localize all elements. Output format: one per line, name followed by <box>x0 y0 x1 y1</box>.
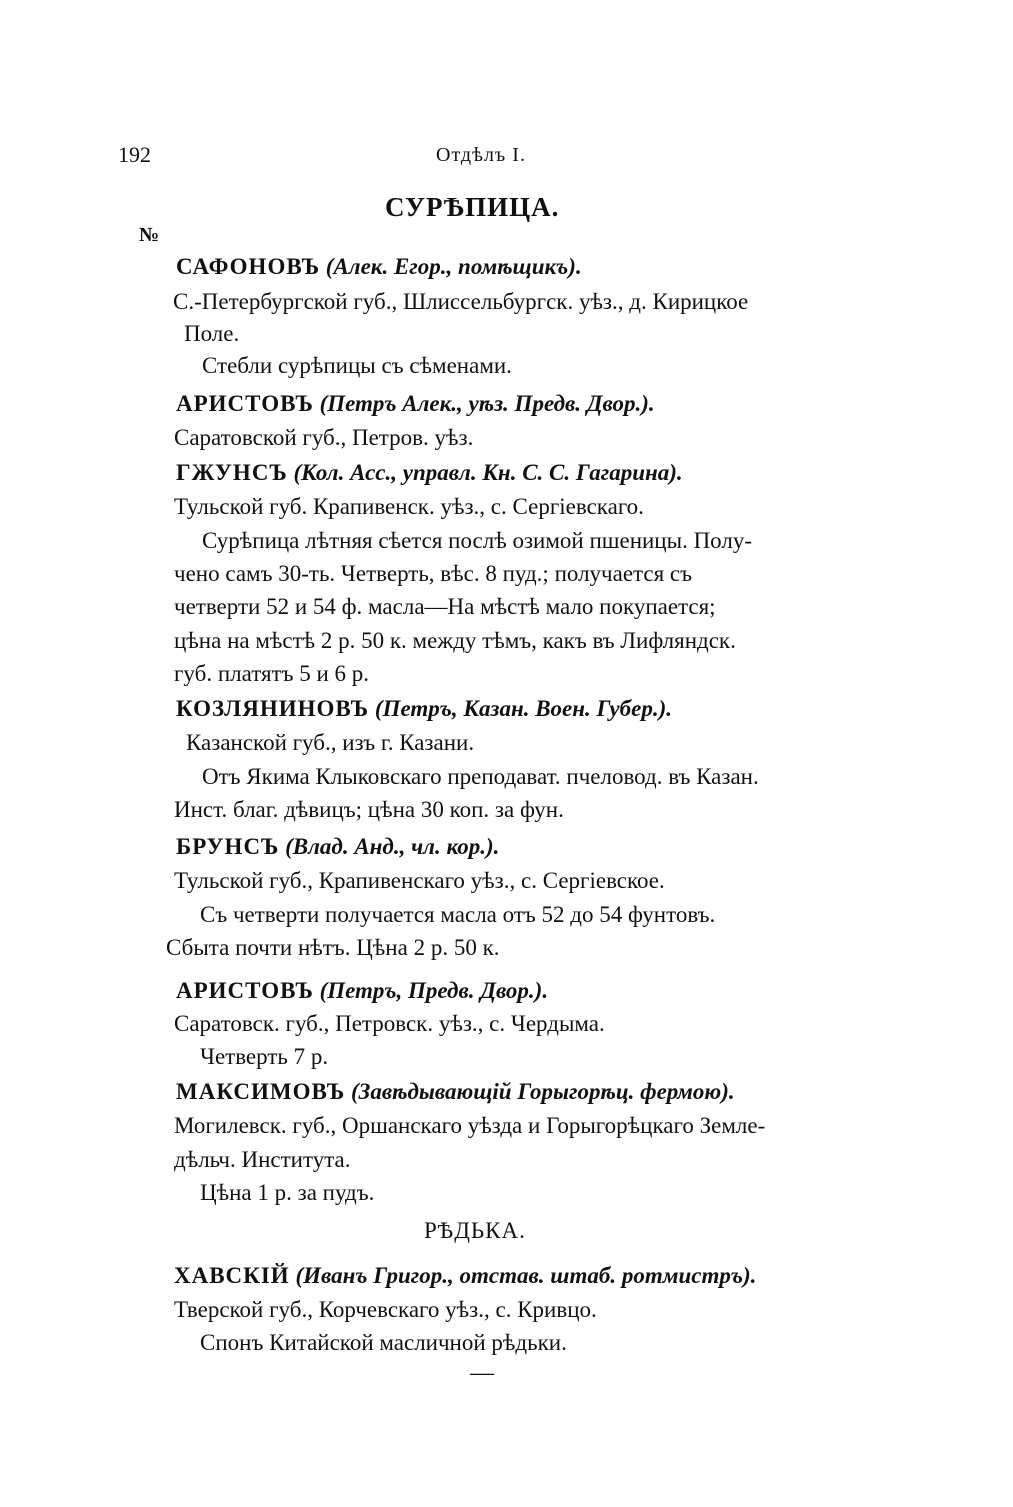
entry-line: Саратовской губ., Петров. уѣз. <box>174 425 474 450</box>
entry-note: (Петръ, Предв. Двор.). <box>319 978 549 1003</box>
entry-heading <box>176 832 499 862</box>
entry-name: САФОНОВЪ <box>176 254 321 279</box>
entry-line: Поле. <box>184 321 240 346</box>
section-title: СУРѢПИЦА. <box>385 192 560 222</box>
entry-line: губ. платятъ 5 и 6 р. <box>174 661 370 686</box>
entry-line: С.-Петербургской губ., Шлиссельбургск. уѣз., д. Кирицкое <box>173 289 749 314</box>
entry-line: Спонъ Китайской масличной рѣдьки. <box>200 1330 567 1355</box>
number-sign: № <box>139 224 160 246</box>
entry-name: ХАВСКІЙ <box>174 1263 290 1288</box>
entry-heading <box>176 1077 735 1107</box>
entry-heading <box>176 389 655 419</box>
entry-line: Тульской губ. Крапивенск. уѣз., с. Сергіевскаго. <box>174 494 644 519</box>
entry-note: (Кол. Асс., управл. Кн. С. С. Гагарина). <box>293 460 683 485</box>
entry-note: (Иванъ Григор., отстав. штаб. ротмистръ). <box>295 1263 757 1288</box>
entry-line: Могилевск. губ., Оршанскаго уѣзда и Горыгорѣцкаго Земле- <box>174 1113 766 1138</box>
entry-note: (Завѣдывающій Горыгорѣц. фермою). <box>351 1079 735 1104</box>
entry-line: Казанской губ., изъ г. Казани. <box>186 730 475 755</box>
entry-name: ГЖУНСЪ <box>176 460 288 485</box>
entry-line: Сурѣпица лѣтняя сѣется послѣ озимой пшеницы. Полу- <box>202 528 753 553</box>
entry-line: чено самъ 30-ть. Четверть, вѣс. 8 пуд.; получается съ <box>174 561 693 586</box>
entry-note: (Петръ, Казан. Воен. Губер.). <box>374 696 672 721</box>
entry-line: Стебли сурѣпицы съ сѣменами. <box>202 353 512 378</box>
entry-name: БРУНСЪ <box>176 834 280 859</box>
entry-line: дѣльч. Института. <box>174 1147 351 1172</box>
entry-line: Отъ Якима Клыковскаго преподават. пчеловод. въ Казан. <box>202 764 759 789</box>
entry-heading <box>176 458 683 488</box>
entry-name: МАКСИМОВЪ <box>176 1079 346 1104</box>
entry-line: Тверской губ., Корчевскаго уѣз., с. Кривцо. <box>174 1297 597 1322</box>
entry-heading <box>176 694 672 724</box>
entry-line: Четверть 7 р. <box>200 1044 329 1069</box>
entry-heading <box>174 1261 756 1291</box>
entry-line: цѣна на мѣстѣ 2 р. 50 к. между тѣмъ, какъ въ Лифляндск. <box>174 628 736 653</box>
entry-line: Саратовск. губ., Петровск. уѣз., с. Чердыма. <box>174 1011 605 1036</box>
entry-name: АРИСТОВЪ <box>176 391 314 416</box>
end-mark: — <box>470 1360 494 1386</box>
entry-line: Инст. благ. дѣвицъ; цѣна 30 коп. за фун. <box>174 797 564 822</box>
entry-line: Съ четверти получается масла отъ 52 до 54 фунтовъ. <box>200 902 716 927</box>
entry-note: (Петръ Алек., уѣз. Предв. Двор.). <box>319 391 655 416</box>
entry-name: КОЗЛЯНИНОВЪ <box>176 696 370 721</box>
entry-line: Сбыта почти нѣтъ. Цѣна 2 р. 50 к. <box>166 935 500 960</box>
page-number: 192 <box>118 142 151 167</box>
entry-line: Тульской губ., Крапивенскаго уѣз., с. Сергіевское. <box>174 868 665 893</box>
entry-line: четверти 52 и 54 ф. масла—На мѣстѣ мало покупается; <box>174 594 716 619</box>
entry-name: АРИСТОВЪ <box>176 978 314 1003</box>
section2-title: РѢДЬКА. <box>424 1218 526 1243</box>
running-title: Отдѣлъ I. <box>436 144 526 166</box>
entry-heading <box>176 252 582 282</box>
entry-line: Цѣна 1 р. за пудъ. <box>200 1180 375 1205</box>
entry-note: (Влад. Анд., чл. кор.). <box>285 834 500 859</box>
entry-note: (Алек. Егор., помѣщикъ). <box>325 254 582 279</box>
entry-heading <box>176 976 548 1006</box>
